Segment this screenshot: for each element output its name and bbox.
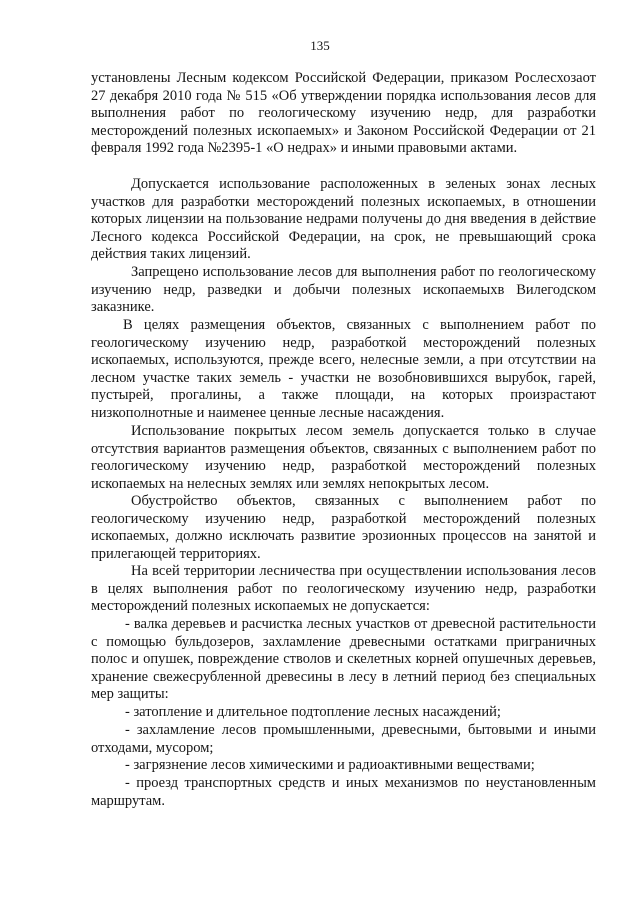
list-item: - захламление лесов промышленными, древесными, бытовыми и иными отходами, мусором; [91, 722, 596, 756]
paragraph: На всей территории лесничества при осуществлении использования лесов в целях выполнения работ по геологическому изучению недр, разработки месторождений полезных ископаемых не допускается: [91, 563, 596, 615]
list-item: - проезд транспортных средств и иных механизмов по неустановленным маршрутам. [91, 775, 596, 809]
paragraph: установлены Лесным кодексом Российской Федерации, приказом Рослесхозаот 27 декабря 2010 года № 515 «Об утверждении порядка использования лесов для выполнения работ по геологическому изучению недр, для разработки месторождений полезных ископаемых» и Законом Российской Федерации от 21 февраля 1992 года №2395-1 «О недрах» и иными правовыми актами. [91, 70, 596, 157]
paragraph: Обустройство объектов, связанных с выполнением работ по геологическому изучению недр, разработкой месторождений полезных ископаемых, должно исключать развитие эрозионных процессов на занятой и прилегающей территориях. [91, 493, 596, 562]
paragraph: Использование покрытых лесом земель допускается только в случае отсутствия вариантов размещения объектов, связанных с выполнением работ по геологическому изучению недр, разработкой месторождений полезных ископаемых на нелесных землях или землях непокрытых лесом. [91, 423, 596, 492]
list-item: - загрязнение лесов химическими и радиоактивными веществами; [125, 757, 535, 773]
paragraph: Запрещено использование лесов для выполнения работ по геологическому изучению недр, разведки и добычи полезных ископаемыхв Вилегодском заказнике. [91, 264, 596, 316]
list-item: - валка деревьев и расчистка лесных участков от древесной растительности с помощью бульдозеров, захламление древесными остатками приграничных полос и опушек, повреждение стволов и скелетных корней опушечных деревьев, хранение свежесрубленной древесины в лесу в летний период без специальных мер защиты: [91, 616, 596, 703]
page-number: 135 [310, 38, 330, 53]
list-item: - затопление и длительное подтопление лесных насаждений; [125, 704, 501, 720]
paragraph: В целях размещения объектов, связанных с выполнением работ по геологическому изучению недр, разработкой месторождений полезных ископаемых, используются, прежде всего, нелесные земли, а при отсутствии на лесном участке таких земель - участки не возобновившихся вырубок, гарей, пустырей, прогалины, а также площади, на которых произрастают низкополнотные и наименее ценные лесные насаждения. [91, 317, 596, 421]
paragraph: Допускается использование расположенных в зеленых зонах лесных участков для разработки месторождений полезных ископаемых, в отношении которых лицензии на пользование недрами получены до дня введения в действие Лесного кодекса Российской Федерации, на срок, не превышающий срока действия таких лицензий. [91, 176, 596, 263]
